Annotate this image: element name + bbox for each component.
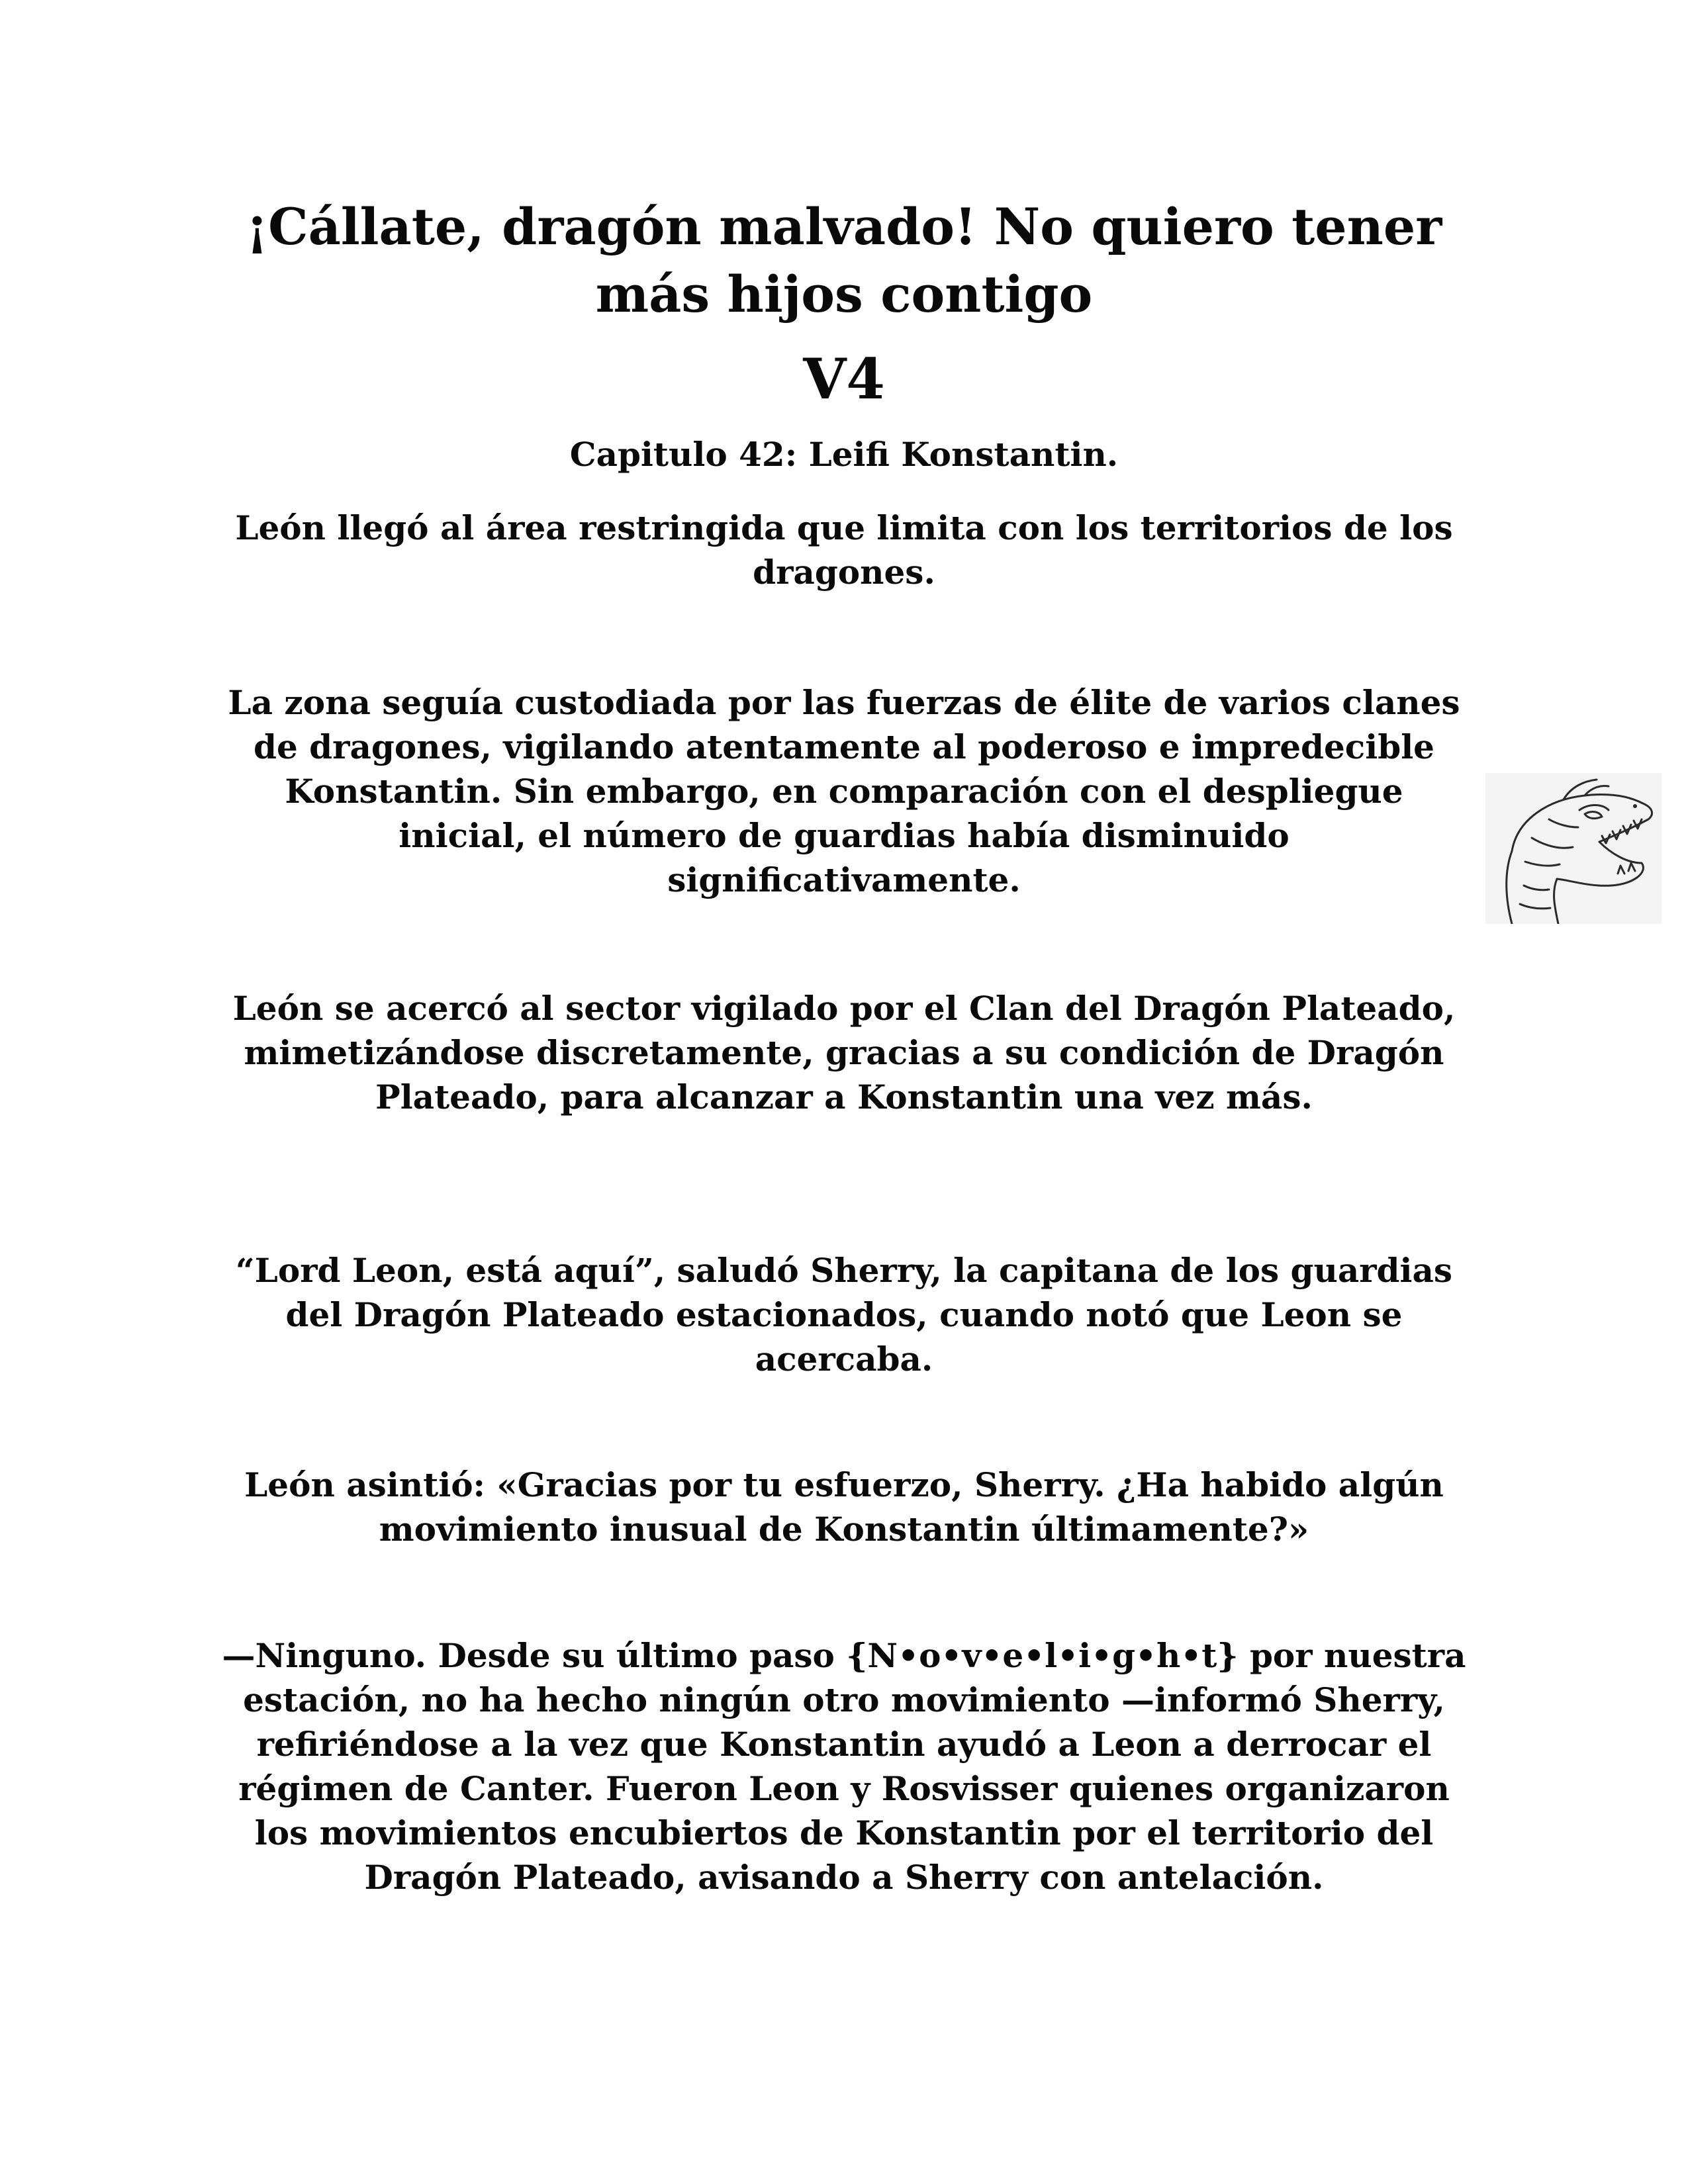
paragraph-1: León llegó al área restringida que limita con los territorios de los dragones. bbox=[235, 508, 1453, 592]
volume-label: V4 bbox=[803, 346, 885, 412]
paragraph-4: “Lord Leon, está aquí”, saludó Sherry, la capitana de los guardias del Dragón Plateado estacionados, cuando notó que Leon se acercaba. bbox=[235, 1251, 1453, 1379]
document-title: ¡Cállate, dragón malvado! No quiero tener más hijos contigo bbox=[246, 197, 1442, 324]
paragraph-5: León asintió: «Gracias por tu esfuerzo, Sherry. ¿Ha habido algún movimiento inusual de Konstantin últimamente?» bbox=[244, 1465, 1444, 1549]
paragraph-6: —Ninguno. Desde su último paso {N•o•v•e•l•i•g•h•t} por nuestra estación, no ha hecho ningún otro movimiento —informó Sherry, refiriéndose a la vez que Konstantin ayudó a Leon a derrocar el régimen de Canter. Fueron Leon y Rosvisser quienes organizaron los movimientos encubiertos de Konstantin por el territorio del Dragón Plateado, avisando a Sherry con antelación. bbox=[222, 1636, 1466, 1897]
chapter-heading: Capitulo 42: Leifi Konstantin. bbox=[569, 435, 1119, 474]
paragraph-2: La zona seguía custodiada por las fuerzas de élite de varios clanes de dragones, vigilando atentamente al poderoso e impredecible Konstantin. Sin embargo, en comparación con el despliegue inicial, el número de guardias había disminuido significativamente. bbox=[228, 683, 1460, 899]
dragon-head-sketch-icon bbox=[1485, 773, 1662, 924]
paragraph-3: León se acercó al sector vigilado por el Clan del Dragón Plateado, mimetizándose discretamente, gracias a su condición de Dragón Plateado, para alcanzar a Konstantin una vez más. bbox=[232, 989, 1456, 1116]
